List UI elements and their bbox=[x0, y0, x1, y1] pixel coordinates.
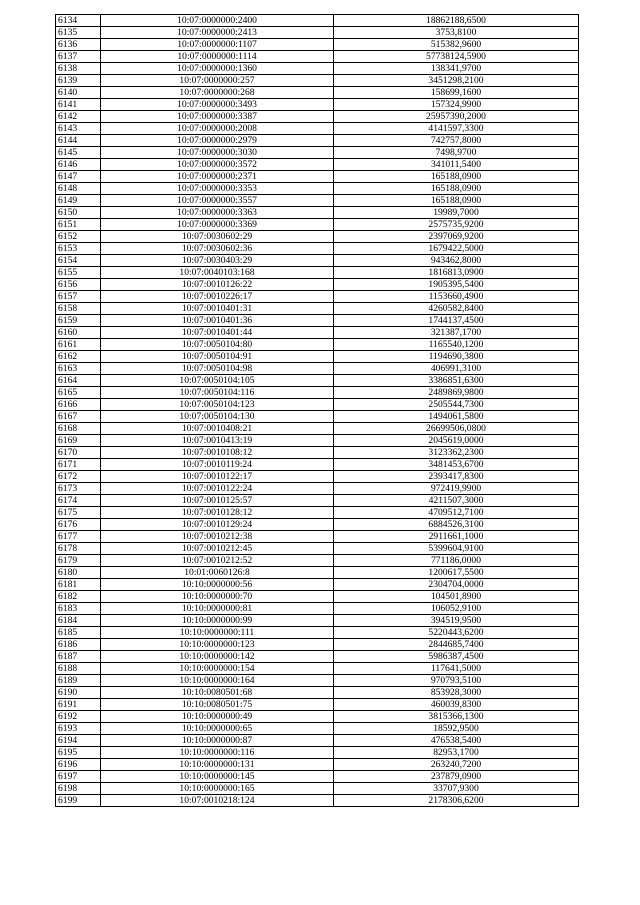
table-row bbox=[56, 315, 579, 327]
cadastral-number-cell: 10:07:0010122:17 bbox=[101, 471, 334, 483]
value-cell: 117641,5000 bbox=[334, 663, 579, 675]
cadastral-number-cell: 10:07:0010408:21 bbox=[101, 423, 334, 435]
cadastral-number-cell: 10:07:0000000:1114 bbox=[101, 51, 334, 63]
table-row bbox=[56, 699, 579, 711]
value-cell: 1494061,5800 bbox=[334, 411, 579, 423]
value-cell: 1200617,5500 bbox=[334, 567, 579, 579]
value-cell: 970793,5100 bbox=[334, 675, 579, 687]
cadastral-number-cell: 10:07:0050104:130 bbox=[101, 411, 334, 423]
table-row bbox=[56, 27, 579, 39]
cadastral-number-cell: 10:07:0000000:3387 bbox=[101, 111, 334, 123]
row-number-cell: 6162 bbox=[56, 351, 101, 363]
table-row bbox=[56, 471, 579, 483]
row-number-cell: 6186 bbox=[56, 639, 101, 651]
row-number-cell: 6190 bbox=[56, 687, 101, 699]
value-cell: 1744137,4500 bbox=[334, 315, 579, 327]
row-number-cell: 6191 bbox=[56, 699, 101, 711]
cadastral-number-cell: 10:07:0000000:268 bbox=[101, 87, 334, 99]
value-cell: 1679422,5000 bbox=[334, 243, 579, 255]
table-row bbox=[56, 363, 579, 375]
table-row bbox=[56, 783, 579, 795]
table-row bbox=[56, 267, 579, 279]
row-number-cell: 6146 bbox=[56, 159, 101, 171]
cadastral-number-cell: 10:07:0010413:19 bbox=[101, 435, 334, 447]
value-cell: 263240,7200 bbox=[334, 759, 579, 771]
row-number-cell: 6157 bbox=[56, 291, 101, 303]
value-cell: 106052,9100 bbox=[334, 603, 579, 615]
table-row bbox=[56, 303, 579, 315]
table-row bbox=[56, 255, 579, 267]
table-row bbox=[56, 567, 579, 579]
cadastral-number-cell: 10:07:0010401:36 bbox=[101, 315, 334, 327]
cadastral-number-cell: 10:07:0010401:44 bbox=[101, 327, 334, 339]
value-cell: 165188,0900 bbox=[334, 183, 579, 195]
row-number-cell: 6138 bbox=[56, 63, 101, 75]
cadastral-value-table bbox=[55, 14, 579, 807]
cadastral-number-cell: 10:07:0000000:2400 bbox=[101, 15, 334, 27]
value-cell: 771186,0000 bbox=[334, 555, 579, 567]
table-row bbox=[56, 723, 579, 735]
row-number-cell: 6199 bbox=[56, 795, 101, 807]
value-cell: 18592,9500 bbox=[334, 723, 579, 735]
value-cell: 3815366,1300 bbox=[334, 711, 579, 723]
row-number-cell: 6152 bbox=[56, 231, 101, 243]
table-row bbox=[56, 207, 579, 219]
table-row bbox=[56, 63, 579, 75]
cadastral-number-cell: 10:10:0000000:154 bbox=[101, 663, 334, 675]
cadastral-number-cell: 10:07:0010401:31 bbox=[101, 303, 334, 315]
value-cell: 476538,5400 bbox=[334, 735, 579, 747]
row-number-cell: 6180 bbox=[56, 567, 101, 579]
table-row bbox=[56, 687, 579, 699]
row-number-cell: 6135 bbox=[56, 27, 101, 39]
row-number-cell: 6185 bbox=[56, 627, 101, 639]
cadastral-number-cell: 10:07:0050104:116 bbox=[101, 387, 334, 399]
value-cell: 972419,9900 bbox=[334, 483, 579, 495]
table-row bbox=[56, 279, 579, 291]
row-number-cell: 6187 bbox=[56, 651, 101, 663]
row-number-cell: 6176 bbox=[56, 519, 101, 531]
table-row bbox=[56, 483, 579, 495]
value-cell: 104501,8900 bbox=[334, 591, 579, 603]
value-cell: 158699,1600 bbox=[334, 87, 579, 99]
row-number-cell: 6164 bbox=[56, 375, 101, 387]
cadastral-number-cell: 10:10:0000000:70 bbox=[101, 591, 334, 603]
table-row bbox=[56, 15, 579, 27]
cadastral-number-cell: 10:07:0000000:3363 bbox=[101, 207, 334, 219]
cadastral-number-cell: 10:07:0050104:123 bbox=[101, 399, 334, 411]
table-row bbox=[56, 135, 579, 147]
row-number-cell: 6173 bbox=[56, 483, 101, 495]
row-number-cell: 6140 bbox=[56, 87, 101, 99]
cadastral-number-cell: 10:10:0000000:116 bbox=[101, 747, 334, 759]
value-cell: 5399604,9100 bbox=[334, 543, 579, 555]
value-cell: 57738124,5900 bbox=[334, 51, 579, 63]
cadastral-number-cell: 10:10:0000000:87 bbox=[101, 735, 334, 747]
table-row bbox=[56, 375, 579, 387]
cadastral-number-cell: 10:10:0080501:68 bbox=[101, 687, 334, 699]
row-number-cell: 6189 bbox=[56, 675, 101, 687]
value-cell: 3386851,6300 bbox=[334, 375, 579, 387]
row-number-cell: 6142 bbox=[56, 111, 101, 123]
value-cell: 2178306,6200 bbox=[334, 795, 579, 807]
value-cell: 4141597,3300 bbox=[334, 123, 579, 135]
row-number-cell: 6151 bbox=[56, 219, 101, 231]
cadastral-number-cell: 10:07:0010212:38 bbox=[101, 531, 334, 543]
cadastral-number-cell: 10:07:0000000:3557 bbox=[101, 195, 334, 207]
row-number-cell: 6168 bbox=[56, 423, 101, 435]
row-number-cell: 6145 bbox=[56, 147, 101, 159]
table-row bbox=[56, 519, 579, 531]
row-number-cell: 6178 bbox=[56, 543, 101, 555]
table-row bbox=[56, 747, 579, 759]
table-row bbox=[56, 579, 579, 591]
value-cell: 82953,1700 bbox=[334, 747, 579, 759]
row-number-cell: 6198 bbox=[56, 783, 101, 795]
cadastral-number-cell: 10:07:0000000:2413 bbox=[101, 27, 334, 39]
row-number-cell: 6172 bbox=[56, 471, 101, 483]
value-cell: 3451298,2100 bbox=[334, 75, 579, 87]
table-row bbox=[56, 387, 579, 399]
value-cell: 2575735,9200 bbox=[334, 219, 579, 231]
row-number-cell: 6141 bbox=[56, 99, 101, 111]
value-cell: 853928,3000 bbox=[334, 687, 579, 699]
table-row bbox=[56, 99, 579, 111]
value-cell: 394519,9500 bbox=[334, 615, 579, 627]
row-number-cell: 6160 bbox=[56, 327, 101, 339]
table-row bbox=[56, 423, 579, 435]
value-cell: 460039,8300 bbox=[334, 699, 579, 711]
value-cell: 3123362,2300 bbox=[334, 447, 579, 459]
value-cell: 6884526,3100 bbox=[334, 519, 579, 531]
value-cell: 157324,9900 bbox=[334, 99, 579, 111]
cadastral-number-cell: 10:10:0000000:131 bbox=[101, 759, 334, 771]
row-number-cell: 6195 bbox=[56, 747, 101, 759]
table-row bbox=[56, 291, 579, 303]
table-row bbox=[56, 243, 579, 255]
value-cell: 19989,7000 bbox=[334, 207, 579, 219]
cadastral-number-cell: 10:07:0040103:168 bbox=[101, 267, 334, 279]
row-number-cell: 6184 bbox=[56, 615, 101, 627]
cadastral-number-cell: 10:10:0000000:99 bbox=[101, 615, 334, 627]
value-cell: 165188,0900 bbox=[334, 195, 579, 207]
value-cell: 2393417,8300 bbox=[334, 471, 579, 483]
value-cell: 2304704,0000 bbox=[334, 579, 579, 591]
value-cell: 4709512,7100 bbox=[334, 507, 579, 519]
cadastral-number-cell: 10:07:0050104:80 bbox=[101, 339, 334, 351]
table-row bbox=[56, 507, 579, 519]
row-number-cell: 6139 bbox=[56, 75, 101, 87]
value-cell: 2505544,7300 bbox=[334, 399, 579, 411]
cadastral-number-cell: 10:10:0000000:142 bbox=[101, 651, 334, 663]
cadastral-number-cell: 10:07:0030403:29 bbox=[101, 255, 334, 267]
cadastral-number-cell: 10:07:0010218:124 bbox=[101, 795, 334, 807]
cadastral-number-cell: 10:07:0000000:3369 bbox=[101, 219, 334, 231]
value-cell: 1816813,0900 bbox=[334, 267, 579, 279]
table-row bbox=[56, 327, 579, 339]
row-number-cell: 6196 bbox=[56, 759, 101, 771]
cadastral-number-cell: 10:07:0010119:24 bbox=[101, 459, 334, 471]
cadastral-number-cell: 10:07:0000000:3030 bbox=[101, 147, 334, 159]
table-row bbox=[56, 603, 579, 615]
cadastral-number-cell: 10:07:0000000:1360 bbox=[101, 63, 334, 75]
cadastral-number-cell: 10:07:0030602:36 bbox=[101, 243, 334, 255]
cadastral-number-cell: 10:10:0000000:123 bbox=[101, 639, 334, 651]
row-number-cell: 6144 bbox=[56, 135, 101, 147]
value-cell: 1905395,5400 bbox=[334, 279, 579, 291]
table-row bbox=[56, 531, 579, 543]
cadastral-number-cell: 10:07:0000000:3353 bbox=[101, 183, 334, 195]
table-row bbox=[56, 543, 579, 555]
table-row bbox=[56, 459, 579, 471]
row-number-cell: 6197 bbox=[56, 771, 101, 783]
value-cell: 165188,0900 bbox=[334, 171, 579, 183]
row-number-cell: 6183 bbox=[56, 603, 101, 615]
value-cell: 5986387,4500 bbox=[334, 651, 579, 663]
cadastral-number-cell: 10:07:0010129:24 bbox=[101, 519, 334, 531]
row-number-cell: 6193 bbox=[56, 723, 101, 735]
row-number-cell: 6167 bbox=[56, 411, 101, 423]
row-number-cell: 6165 bbox=[56, 387, 101, 399]
row-number-cell: 6149 bbox=[56, 195, 101, 207]
row-number-cell: 6158 bbox=[56, 303, 101, 315]
table-row bbox=[56, 435, 579, 447]
row-number-cell: 6170 bbox=[56, 447, 101, 459]
table-row bbox=[56, 351, 579, 363]
table-row bbox=[56, 171, 579, 183]
cadastral-number-cell: 10:10:0000000:81 bbox=[101, 603, 334, 615]
table-row bbox=[56, 339, 579, 351]
value-cell: 33707,9300 bbox=[334, 783, 579, 795]
table-row bbox=[56, 123, 579, 135]
row-number-cell: 6134 bbox=[56, 15, 101, 27]
cadastral-number-cell: 10:10:0000000:49 bbox=[101, 711, 334, 723]
cadastral-number-cell: 10:10:0000000:111 bbox=[101, 627, 334, 639]
table-row bbox=[56, 195, 579, 207]
cadastral-number-cell: 10:07:0010212:52 bbox=[101, 555, 334, 567]
cadastral-number-cell: 10:07:0000000:3572 bbox=[101, 159, 334, 171]
table-row bbox=[56, 219, 579, 231]
row-number-cell: 6166 bbox=[56, 399, 101, 411]
row-number-cell: 6137 bbox=[56, 51, 101, 63]
cadastral-number-cell: 10:07:0050104:105 bbox=[101, 375, 334, 387]
cadastral-number-cell: 10:10:0000000:145 bbox=[101, 771, 334, 783]
table-row bbox=[56, 495, 579, 507]
table-row bbox=[56, 591, 579, 603]
value-cell: 3481453,6700 bbox=[334, 459, 579, 471]
row-number-cell: 6153 bbox=[56, 243, 101, 255]
row-number-cell: 6192 bbox=[56, 711, 101, 723]
row-number-cell: 6181 bbox=[56, 579, 101, 591]
cadastral-number-cell: 10:10:0000000:165 bbox=[101, 783, 334, 795]
table-row bbox=[56, 147, 579, 159]
cadastral-number-cell: 10:01:0060126:8 bbox=[101, 567, 334, 579]
value-cell: 1194690,3800 bbox=[334, 351, 579, 363]
value-cell: 742757,8000 bbox=[334, 135, 579, 147]
cadastral-number-cell: 10:10:0000000:56 bbox=[101, 579, 334, 591]
cadastral-number-cell: 10:07:0050104:98 bbox=[101, 363, 334, 375]
value-cell: 3753,8100 bbox=[334, 27, 579, 39]
row-number-cell: 6188 bbox=[56, 663, 101, 675]
cadastral-number-cell: 10:07:0010108:12 bbox=[101, 447, 334, 459]
row-number-cell: 6155 bbox=[56, 267, 101, 279]
value-cell: 1153660,4900 bbox=[334, 291, 579, 303]
value-cell: 1165540,1200 bbox=[334, 339, 579, 351]
value-cell: 2911661,1000 bbox=[334, 531, 579, 543]
value-cell: 406991,3100 bbox=[334, 363, 579, 375]
table-row bbox=[56, 111, 579, 123]
row-number-cell: 6182 bbox=[56, 591, 101, 603]
cadastral-number-cell: 10:10:0000000:65 bbox=[101, 723, 334, 735]
row-number-cell: 6161 bbox=[56, 339, 101, 351]
row-number-cell: 6143 bbox=[56, 123, 101, 135]
table-row bbox=[56, 447, 579, 459]
row-number-cell: 6174 bbox=[56, 495, 101, 507]
row-number-cell: 6171 bbox=[56, 459, 101, 471]
table-row bbox=[56, 39, 579, 51]
cadastral-number-cell: 10:07:0010226:17 bbox=[101, 291, 334, 303]
table-row bbox=[56, 615, 579, 627]
row-number-cell: 6177 bbox=[56, 531, 101, 543]
cadastral-number-cell: 10:07:0000000:2979 bbox=[101, 135, 334, 147]
table-row bbox=[56, 627, 579, 639]
table-row bbox=[56, 711, 579, 723]
table-row bbox=[56, 795, 579, 807]
table-row bbox=[56, 399, 579, 411]
table-row bbox=[56, 183, 579, 195]
value-cell: 5220443,6200 bbox=[334, 627, 579, 639]
value-cell: 138341,9700 bbox=[334, 63, 579, 75]
value-cell: 321387,1700 bbox=[334, 327, 579, 339]
table-row bbox=[56, 75, 579, 87]
table-row bbox=[56, 231, 579, 243]
value-cell: 341011,5400 bbox=[334, 159, 579, 171]
row-number-cell: 6163 bbox=[56, 363, 101, 375]
row-number-cell: 6194 bbox=[56, 735, 101, 747]
cadastral-number-cell: 10:07:0010122:24 bbox=[101, 483, 334, 495]
row-number-cell: 6156 bbox=[56, 279, 101, 291]
value-cell: 2045619,0000 bbox=[334, 435, 579, 447]
cadastral-number-cell: 10:07:0010126:22 bbox=[101, 279, 334, 291]
value-cell: 7498,9700 bbox=[334, 147, 579, 159]
table-row bbox=[56, 87, 579, 99]
table-row bbox=[56, 651, 579, 663]
cadastral-number-cell: 10:10:0080501:75 bbox=[101, 699, 334, 711]
cadastral-number-cell: 10:07:0000000:3493 bbox=[101, 99, 334, 111]
value-cell: 943462,8000 bbox=[334, 255, 579, 267]
table-row bbox=[56, 159, 579, 171]
row-number-cell: 6169 bbox=[56, 435, 101, 447]
cadastral-number-cell: 10:07:0000000:1107 bbox=[101, 39, 334, 51]
cadastral-number-cell: 10:07:0010212:45 bbox=[101, 543, 334, 555]
cadastral-number-cell: 10:07:0000000:257 bbox=[101, 75, 334, 87]
cadastral-number-cell: 10:07:0000000:2371 bbox=[101, 171, 334, 183]
table-row bbox=[56, 51, 579, 63]
value-cell: 2844685,7400 bbox=[334, 639, 579, 651]
value-cell: 25957390,2000 bbox=[334, 111, 579, 123]
value-cell: 515382,9600 bbox=[334, 39, 579, 51]
row-number-cell: 6159 bbox=[56, 315, 101, 327]
cadastral-number-cell: 10:10:0000000:164 bbox=[101, 675, 334, 687]
cadastral-number-cell: 10:07:0050104:91 bbox=[101, 351, 334, 363]
row-number-cell: 6147 bbox=[56, 171, 101, 183]
table-row bbox=[56, 555, 579, 567]
row-number-cell: 6154 bbox=[56, 255, 101, 267]
row-number-cell: 6150 bbox=[56, 207, 101, 219]
table-row bbox=[56, 663, 579, 675]
cadastral-number-cell: 10:07:0030602:29 bbox=[101, 231, 334, 243]
value-cell: 18862188,6500 bbox=[334, 15, 579, 27]
row-number-cell: 6179 bbox=[56, 555, 101, 567]
table-row bbox=[56, 771, 579, 783]
table-row bbox=[56, 735, 579, 747]
table-body bbox=[56, 15, 579, 807]
value-cell: 2489869,9800 bbox=[334, 387, 579, 399]
value-cell: 4260582,8400 bbox=[334, 303, 579, 315]
table-row bbox=[56, 411, 579, 423]
table-row bbox=[56, 675, 579, 687]
row-number-cell: 6136 bbox=[56, 39, 101, 51]
cadastral-number-cell: 10:07:0000000:2008 bbox=[101, 123, 334, 135]
row-number-cell: 6148 bbox=[56, 183, 101, 195]
value-cell: 2397069,9200 bbox=[334, 231, 579, 243]
value-cell: 26699506,0800 bbox=[334, 423, 579, 435]
row-number-cell: 6175 bbox=[56, 507, 101, 519]
cadastral-number-cell: 10:07:0010125:57 bbox=[101, 495, 334, 507]
table-row bbox=[56, 759, 579, 771]
cadastral-number-cell: 10:07:0010128:12 bbox=[101, 507, 334, 519]
table-row bbox=[56, 639, 579, 651]
value-cell: 237879,0900 bbox=[334, 771, 579, 783]
value-cell: 4211507,3000 bbox=[334, 495, 579, 507]
